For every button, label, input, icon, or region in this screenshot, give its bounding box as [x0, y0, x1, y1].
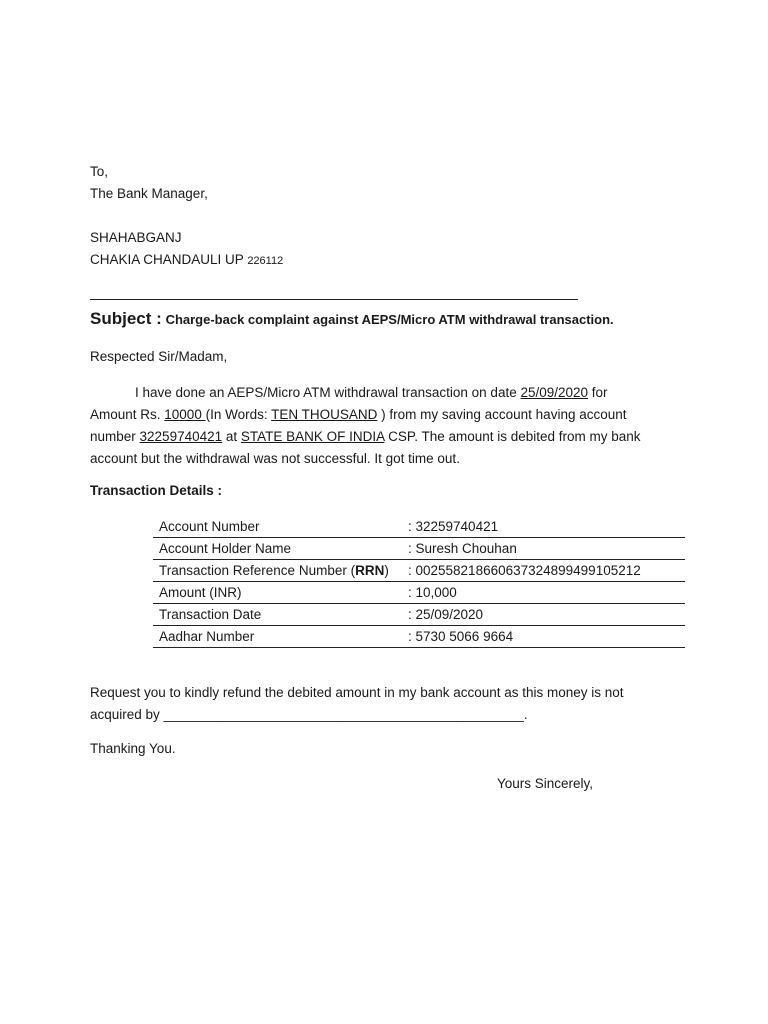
account-number: 32259740421 — [139, 429, 223, 444]
detail-label: Account Number — [153, 516, 402, 538]
amount-words: TEN THOUSAND — [271, 407, 378, 422]
table-row — [153, 538, 685, 560]
label-bold: RRN — [355, 563, 385, 578]
bank-name: STATE BANK OF INDIA — [240, 429, 385, 444]
details-heading: Transaction Details : — [90, 483, 223, 498]
detail-value: : 10,000 — [402, 582, 685, 604]
detail-value: : 5730 5066 9664 — [402, 626, 685, 648]
body-line-3 — [90, 426, 650, 448]
subject-divider — [90, 299, 578, 300]
transaction-details-table — [153, 516, 685, 648]
salutation: Respected Sir/Madam, — [90, 349, 228, 364]
detail-label: Account Holder Name — [153, 538, 402, 560]
body-line-2 — [90, 404, 650, 426]
branch-line: SHAHABGANJ — [90, 230, 182, 245]
address-text: CHAKIA CHANDAULI UP — [90, 252, 244, 267]
body-text: for — [588, 385, 608, 400]
subject-text: Charge-back complaint against AEPS/Micro ATM withdrawal transaction. — [165, 312, 614, 327]
to-line: To, — [90, 164, 109, 179]
table-row — [153, 516, 685, 538]
pincode: 226112 — [247, 255, 284, 267]
body-text: CSP. The amount is debited from my bank — [384, 429, 641, 444]
detail-value: : 32259740421 — [402, 516, 685, 538]
body-text: number — [90, 429, 140, 444]
detail-label: Amount (INR) — [153, 582, 402, 604]
body-line-4: account but the withdrawal was not successful. It got time out. — [90, 451, 460, 466]
label-text: ) — [384, 563, 389, 578]
body-paragraph — [90, 382, 650, 470]
body-text: (In Words: — [205, 407, 272, 422]
body-text: ) from my saving account having account — [377, 407, 627, 422]
subject-label: Subject : — [90, 309, 162, 328]
detail-value: : Suresh Chouhan — [402, 538, 685, 560]
table-row — [153, 626, 685, 648]
label-text: Transaction Reference Number ( — [159, 563, 356, 578]
amount: 10000 — [164, 407, 206, 422]
request-line-1: Request you to kindly refund the debited amount in my bank account as this money is not — [90, 685, 624, 700]
table-row — [153, 582, 685, 604]
detail-label — [153, 560, 402, 582]
table-row — [153, 604, 685, 626]
recipient-line: The Bank Manager, — [90, 186, 208, 201]
body-text: I have done an AEPS/Micro ATM withdrawal transaction on date — [135, 385, 521, 400]
detail-value: : 002558218660637324899499105212 — [402, 560, 685, 582]
closing-line: Yours Sincerely, — [497, 776, 594, 791]
address-line — [90, 252, 283, 267]
thanks-line: Thanking You. — [90, 741, 176, 756]
subject-line — [90, 309, 614, 329]
table-row — [153, 560, 685, 582]
detail-label: Aadhar Number — [153, 626, 402, 648]
detail-value: : 25/09/2020 — [402, 604, 685, 626]
body-text: at — [222, 429, 241, 444]
body-line-1 — [90, 382, 650, 404]
request-line-2: acquired by ________________________________________________. — [90, 707, 528, 722]
request-paragraph — [90, 682, 650, 726]
detail-label: Transaction Date — [153, 604, 402, 626]
body-text: Amount Rs. — [90, 407, 165, 422]
transaction-date: 25/09/2020 — [520, 385, 589, 400]
